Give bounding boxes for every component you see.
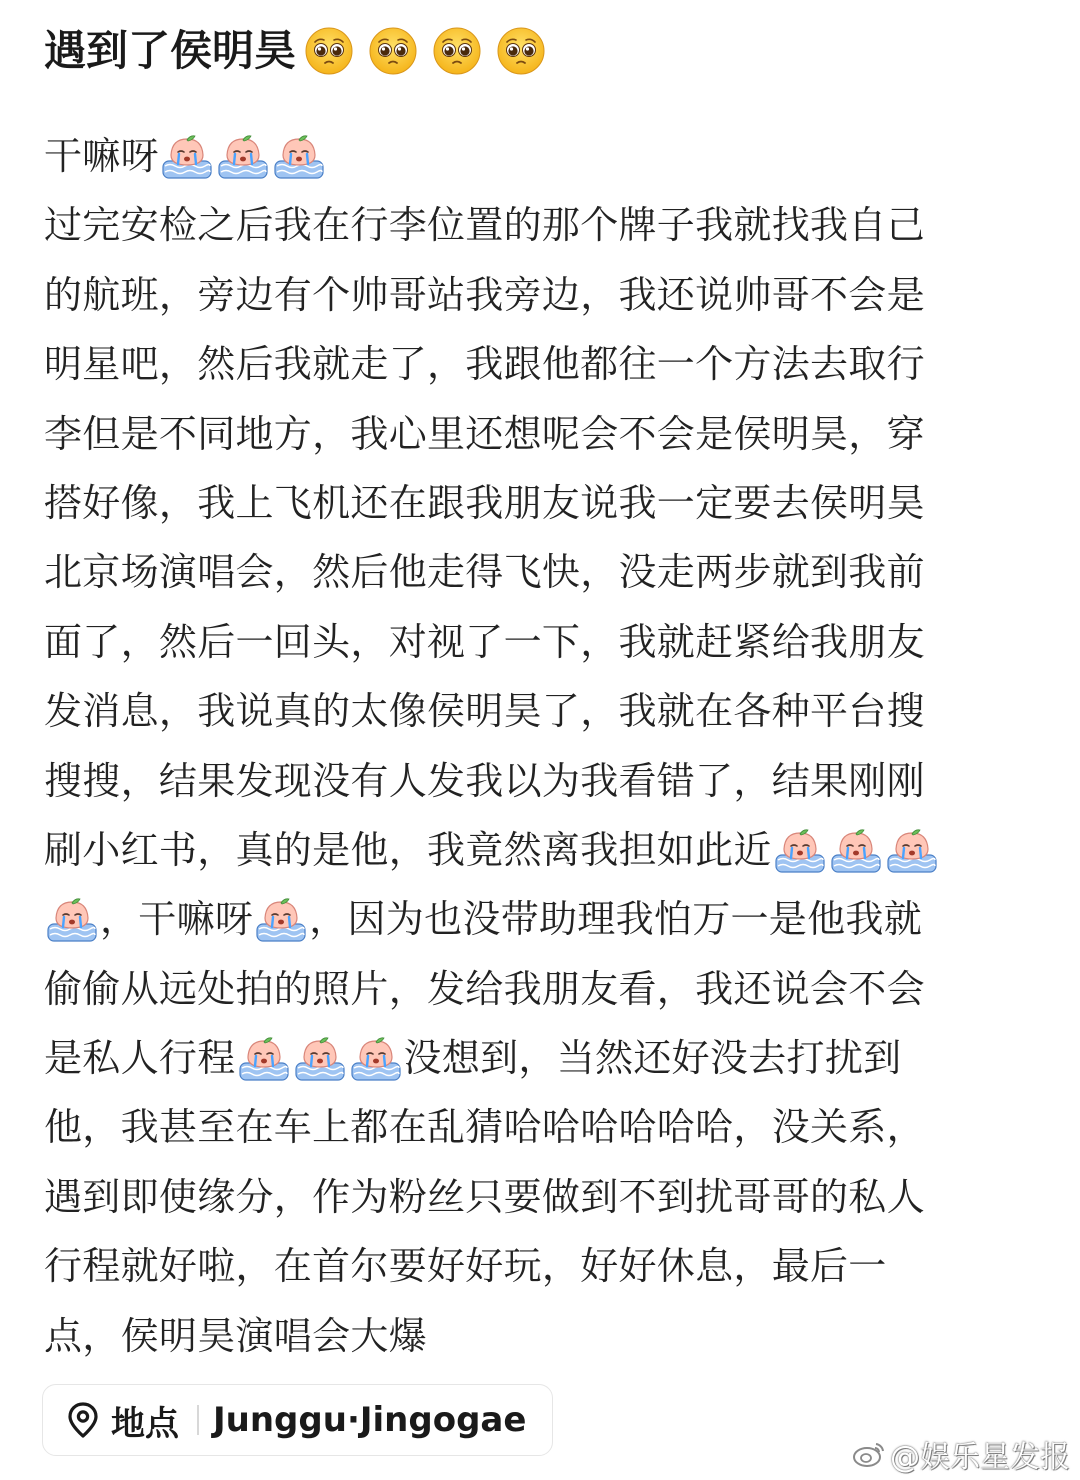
body-line — [44, 1163, 1034, 1232]
post-body — [44, 122, 1034, 1371]
crying-peach-icon — [254, 896, 308, 944]
body-line — [44, 608, 1034, 677]
body-text-segment: 面了，然后一回头，对视了一下，我就赶紧给我朋友 — [44, 619, 925, 664]
location-divider — [197, 1405, 199, 1435]
body-text-segment: 李但是不同地方，我心里还想呢会不会是侯明昊，穿 — [44, 411, 925, 456]
crying-peach-icon — [293, 1035, 347, 1083]
body-line — [44, 122, 1034, 191]
crying-peach-icon — [45, 896, 99, 944]
pleading-face-icon — [304, 26, 354, 76]
post-title-row — [44, 20, 1034, 82]
watermark — [852, 1432, 1070, 1476]
body-text-segment: 偷偷从远处拍的照片，发给我朋友看，我还说会不会 — [44, 966, 925, 1011]
crying-peach-icon — [349, 1035, 403, 1083]
body-line — [44, 1093, 1034, 1162]
body-text-segment: 点，侯明昊演唱会大爆 — [44, 1313, 428, 1358]
location-label: 地点 — [111, 1403, 179, 1444]
body-line — [44, 816, 1034, 885]
body-text-segment: 他，我甚至在车上都在乱猜哈哈哈哈哈哈，没关系， — [44, 1105, 925, 1150]
crying-peach-icon — [237, 1035, 291, 1083]
title-emoji-group — [304, 26, 560, 76]
body-line — [44, 747, 1034, 816]
body-text-segment: 刷小红书，真的是他，我竟然离我担如此近 — [44, 827, 772, 872]
watermark-text: @娱乐星发报 — [890, 1440, 1070, 1475]
body-text-segment: 的航班，旁边有个帅哥站我旁边，我还说帅哥不会是 — [44, 272, 925, 317]
post-content — [44, 20, 1034, 1371]
body-text-segment: 北京场演唱会，然后他走得飞快，没走两步就到我前 — [44, 550, 925, 595]
pleading-face-icon — [496, 26, 546, 76]
crying-peach-icon — [160, 133, 214, 181]
body-text-segment: 搜搜，结果发现没有人发我以为我看错了，结果刚刚 — [44, 758, 925, 803]
crying-peach-icon — [216, 133, 270, 181]
crying-peach-icon — [885, 827, 939, 875]
pleading-face-icon — [432, 26, 482, 76]
body-text-segment: 是私人行程 — [44, 1036, 236, 1081]
body-text-segment: 没想到，当然还好没去打扰到 — [403, 1036, 902, 1081]
body-text-segment: 行程就好啦，在首尔要好好玩，好好休息，最后一 — [44, 1244, 887, 1289]
body-text-segment: 发消息，我说真的太像侯明昊了，我就在各种平台搜 — [44, 689, 925, 734]
pleading-face-icon — [368, 26, 418, 76]
body-line — [44, 191, 1034, 260]
body-line — [44, 469, 1034, 538]
crying-peach-icon — [272, 133, 326, 181]
location-place: Junggu·Jingogae — [213, 1400, 527, 1440]
body-text-segment: 遇到即使缘分，作为粉丝只要做到不到扰哥哥的私人 — [44, 1174, 925, 1219]
weibo-logo-icon — [852, 1440, 886, 1468]
body-line — [44, 955, 1034, 1024]
body-text-segment: 搭好像，我上飞机还在跟我朋友说我一定要去侯明昊 — [44, 480, 925, 525]
body-text-segment: ，干嘛呀 — [100, 897, 254, 942]
location-tag[interactable] — [42, 1384, 553, 1456]
body-text-segment: 干嘛呀 — [44, 134, 159, 178]
body-text-segment: 过完安检之后我在行李位置的那个牌子我就找我自己 — [44, 203, 925, 248]
body-line — [44, 538, 1034, 607]
body-text-segment: 明星吧，然后我就走了，我跟他都往一个方法去取行 — [44, 342, 925, 387]
body-line — [44, 1232, 1034, 1301]
crying-peach-icon — [829, 827, 883, 875]
body-line — [44, 885, 1034, 954]
body-text-segment: ，因为也没带助理我怕万一是他我就 — [309, 897, 923, 942]
body-line — [44, 1302, 1034, 1371]
post-title: 遇到了侯明昊 — [44, 26, 297, 75]
location-pin-icon — [67, 1402, 99, 1438]
body-line — [44, 261, 1034, 330]
body-line — [44, 330, 1034, 399]
body-line — [44, 677, 1034, 746]
body-line — [44, 400, 1034, 469]
body-line — [44, 1024, 1034, 1093]
crying-peach-icon — [773, 827, 827, 875]
